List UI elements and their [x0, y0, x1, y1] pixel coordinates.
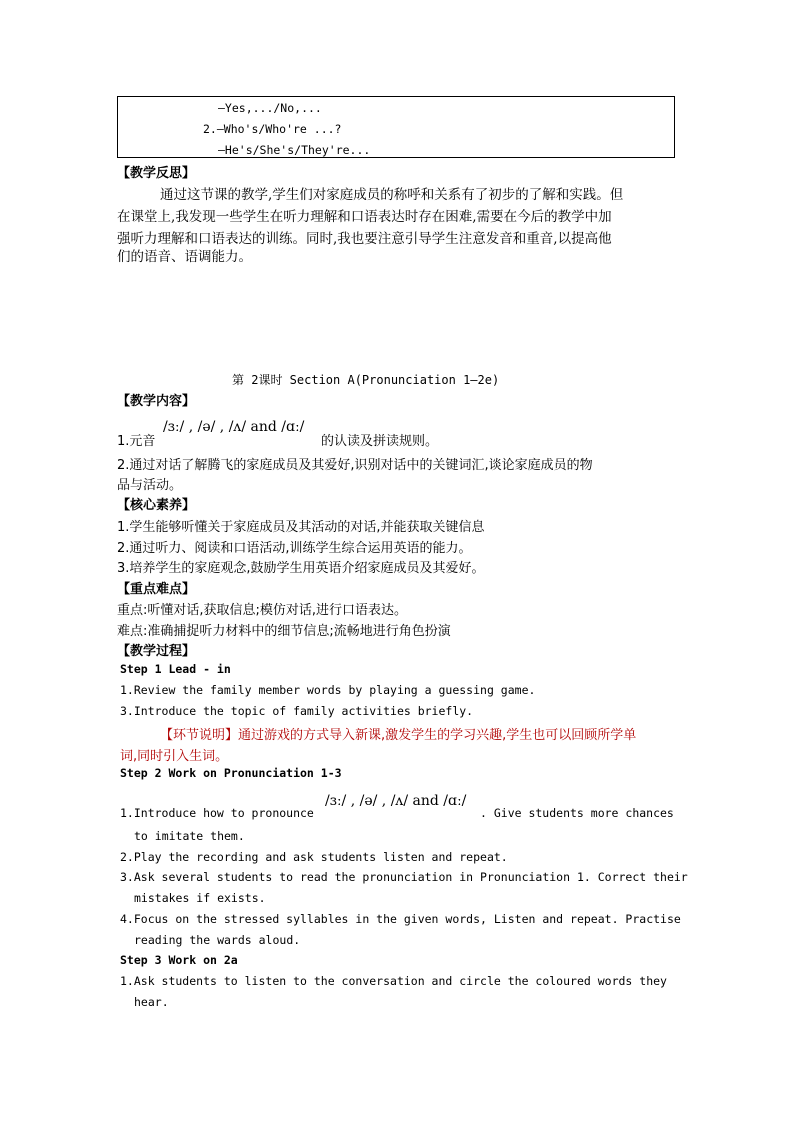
reflection-heading: 【教学反思】 [117, 166, 196, 181]
reflection-line: 们的语音、语调能力。 [117, 249, 252, 265]
key-points: 重点:听懂对话,获取信息;模仿对话,进行口语表达。 [117, 603, 408, 618]
pattern-line-2: 2.—Who's/Who're ...? [203, 122, 342, 136]
content-heading: 【教学内容】 [117, 394, 196, 409]
content-item-1-suffix: 的认读及拼读规则。 [321, 434, 439, 449]
step2-item-1-suffix: . Give students more chances [480, 806, 674, 820]
core-item: 3.培养学生的家庭观念,鼓励学生用英语介绍家庭成员及其爱好。 [117, 561, 485, 576]
step2-item-3-cont: mistakes if exists. [134, 891, 266, 905]
core-item: 1.学生能够听懂关于家庭成员及其活动的对话,并能获取关键信息 [117, 520, 485, 535]
step2-item-1-prefix: 1.Introduce how to pronounce [120, 806, 314, 820]
step2-item-1-cont: to imitate them. [134, 829, 245, 843]
reflection-line: 强听力理解和口语表达的训练。同时,我也要注意引导学生注意发音和重音,以提高他 [117, 231, 612, 247]
step2-item-2: 2.Play the recording and ask students listen and repeat. [120, 850, 508, 864]
step3-title: Step 3 Work on 2a [120, 953, 238, 967]
core-item: 2.通过听力、阅读和口语活动,训练学生综合运用英语的能力。 [117, 541, 472, 556]
step3-item-1-cont: hear. [134, 995, 169, 1009]
reflection-line: 在课堂上,我发现一些学生在听力理解和口语表达时存在困难,需要在今后的教学中加 [117, 209, 612, 225]
step1-note-cont: 词,同时引入生词。 [120, 749, 229, 764]
step1-note [160, 724, 636, 743]
content-item-2-cont: 品与活动。 [117, 478, 183, 493]
step1-note-label: 【环节说明】 [160, 728, 239, 743]
lesson-title: 第 2课时 Section A(Pronunciation 1—2e) [232, 373, 500, 387]
key-heading: 【重点难点】 [117, 582, 196, 597]
step1-item: 3.Introduce the topic of family activities briefly. [120, 704, 474, 718]
phonetic-symbols-2: /ɜː/ , /ə/ , /ʌ/ and /ɑː/ [325, 793, 467, 809]
core-heading: 【核心素养】 [117, 498, 196, 513]
process-heading: 【教学过程】 [117, 644, 196, 659]
step2-item-3: 3.Ask several students to read the pronunciation in Pronunciation 1. Correct their [120, 870, 688, 884]
step3-item-1: 1.Ask students to listen to the conversation and circle the coloured words they [120, 974, 667, 988]
reflection-line: 通过这节课的教学,学生们对家庭成员的称呼和关系有了初步的了解和实践。但 [160, 187, 624, 203]
step1-title: Step 1 Lead - in [120, 662, 231, 676]
dialogue-pattern-box [117, 96, 675, 158]
step2-item-4: 4.Focus on the stressed syllables in the given words, Listen and repeat. Practise [120, 912, 681, 926]
content-item-2: 2.通过对话了解腾飞的家庭成员及其爱好,识别对话中的关键词汇,谈论家庭成员的物 [117, 458, 593, 473]
phonetic-symbols: /ɜː/ , /ə/ , /ʌ/ and /ɑː/ [163, 419, 305, 435]
content-item-1-prefix: 1.元音 [117, 434, 156, 449]
step1-note-text: 通过游戏的方式导入新课,激发学生的学习兴趣,学生也可以回顾所学单 [238, 728, 637, 743]
step1-item: 1.Review the family member words by playing a guessing game. [120, 683, 536, 697]
pattern-line-1: —Yes,.../No,... [218, 101, 322, 115]
step2-title: Step 2 Work on Pronunciation 1-3 [120, 766, 342, 780]
difficult-points: 难点:准确捕捉听力材料中的细节信息;流畅地进行角色扮演 [117, 624, 451, 639]
step2-item-4-cont: reading the wards aloud. [134, 933, 301, 947]
pattern-line-3: —He's/She's/They're... [218, 143, 371, 157]
